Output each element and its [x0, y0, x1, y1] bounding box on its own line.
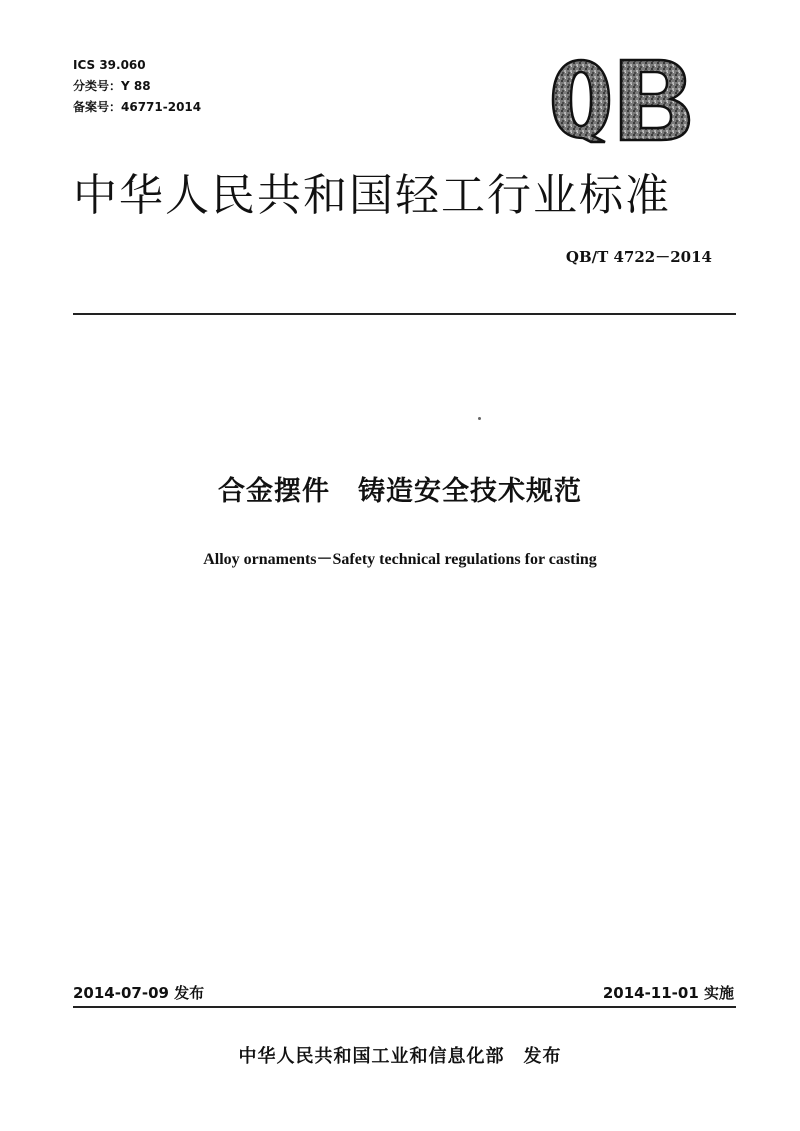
classification-number: 分类号：Y 88	[73, 79, 151, 93]
header-divider	[73, 313, 736, 315]
footer-divider	[73, 1006, 736, 1008]
issue-date: 2014-07-09 发布	[73, 984, 205, 1002]
qb-logo-icon	[543, 56, 693, 144]
ics-code: ICS 39.060	[73, 58, 146, 72]
publisher: 中华人民共和国工业和信息化部 发布	[238, 1046, 562, 1067]
document-title-zh: 合金摆件 铸造安全技术规范	[218, 476, 582, 507]
filing-number: 备案号：46771-2014	[73, 100, 202, 114]
standard-category-title: 中华人民共和国轻工行业标准	[73, 170, 671, 221]
effective-date: 2014-11-01 实施	[602, 984, 734, 1002]
standard-number: QB/T 4722－2014	[565, 248, 712, 266]
scan-speck	[478, 417, 481, 420]
document-title-en: Alloy ornaments－Safety technical regulations for casting	[203, 551, 597, 568]
